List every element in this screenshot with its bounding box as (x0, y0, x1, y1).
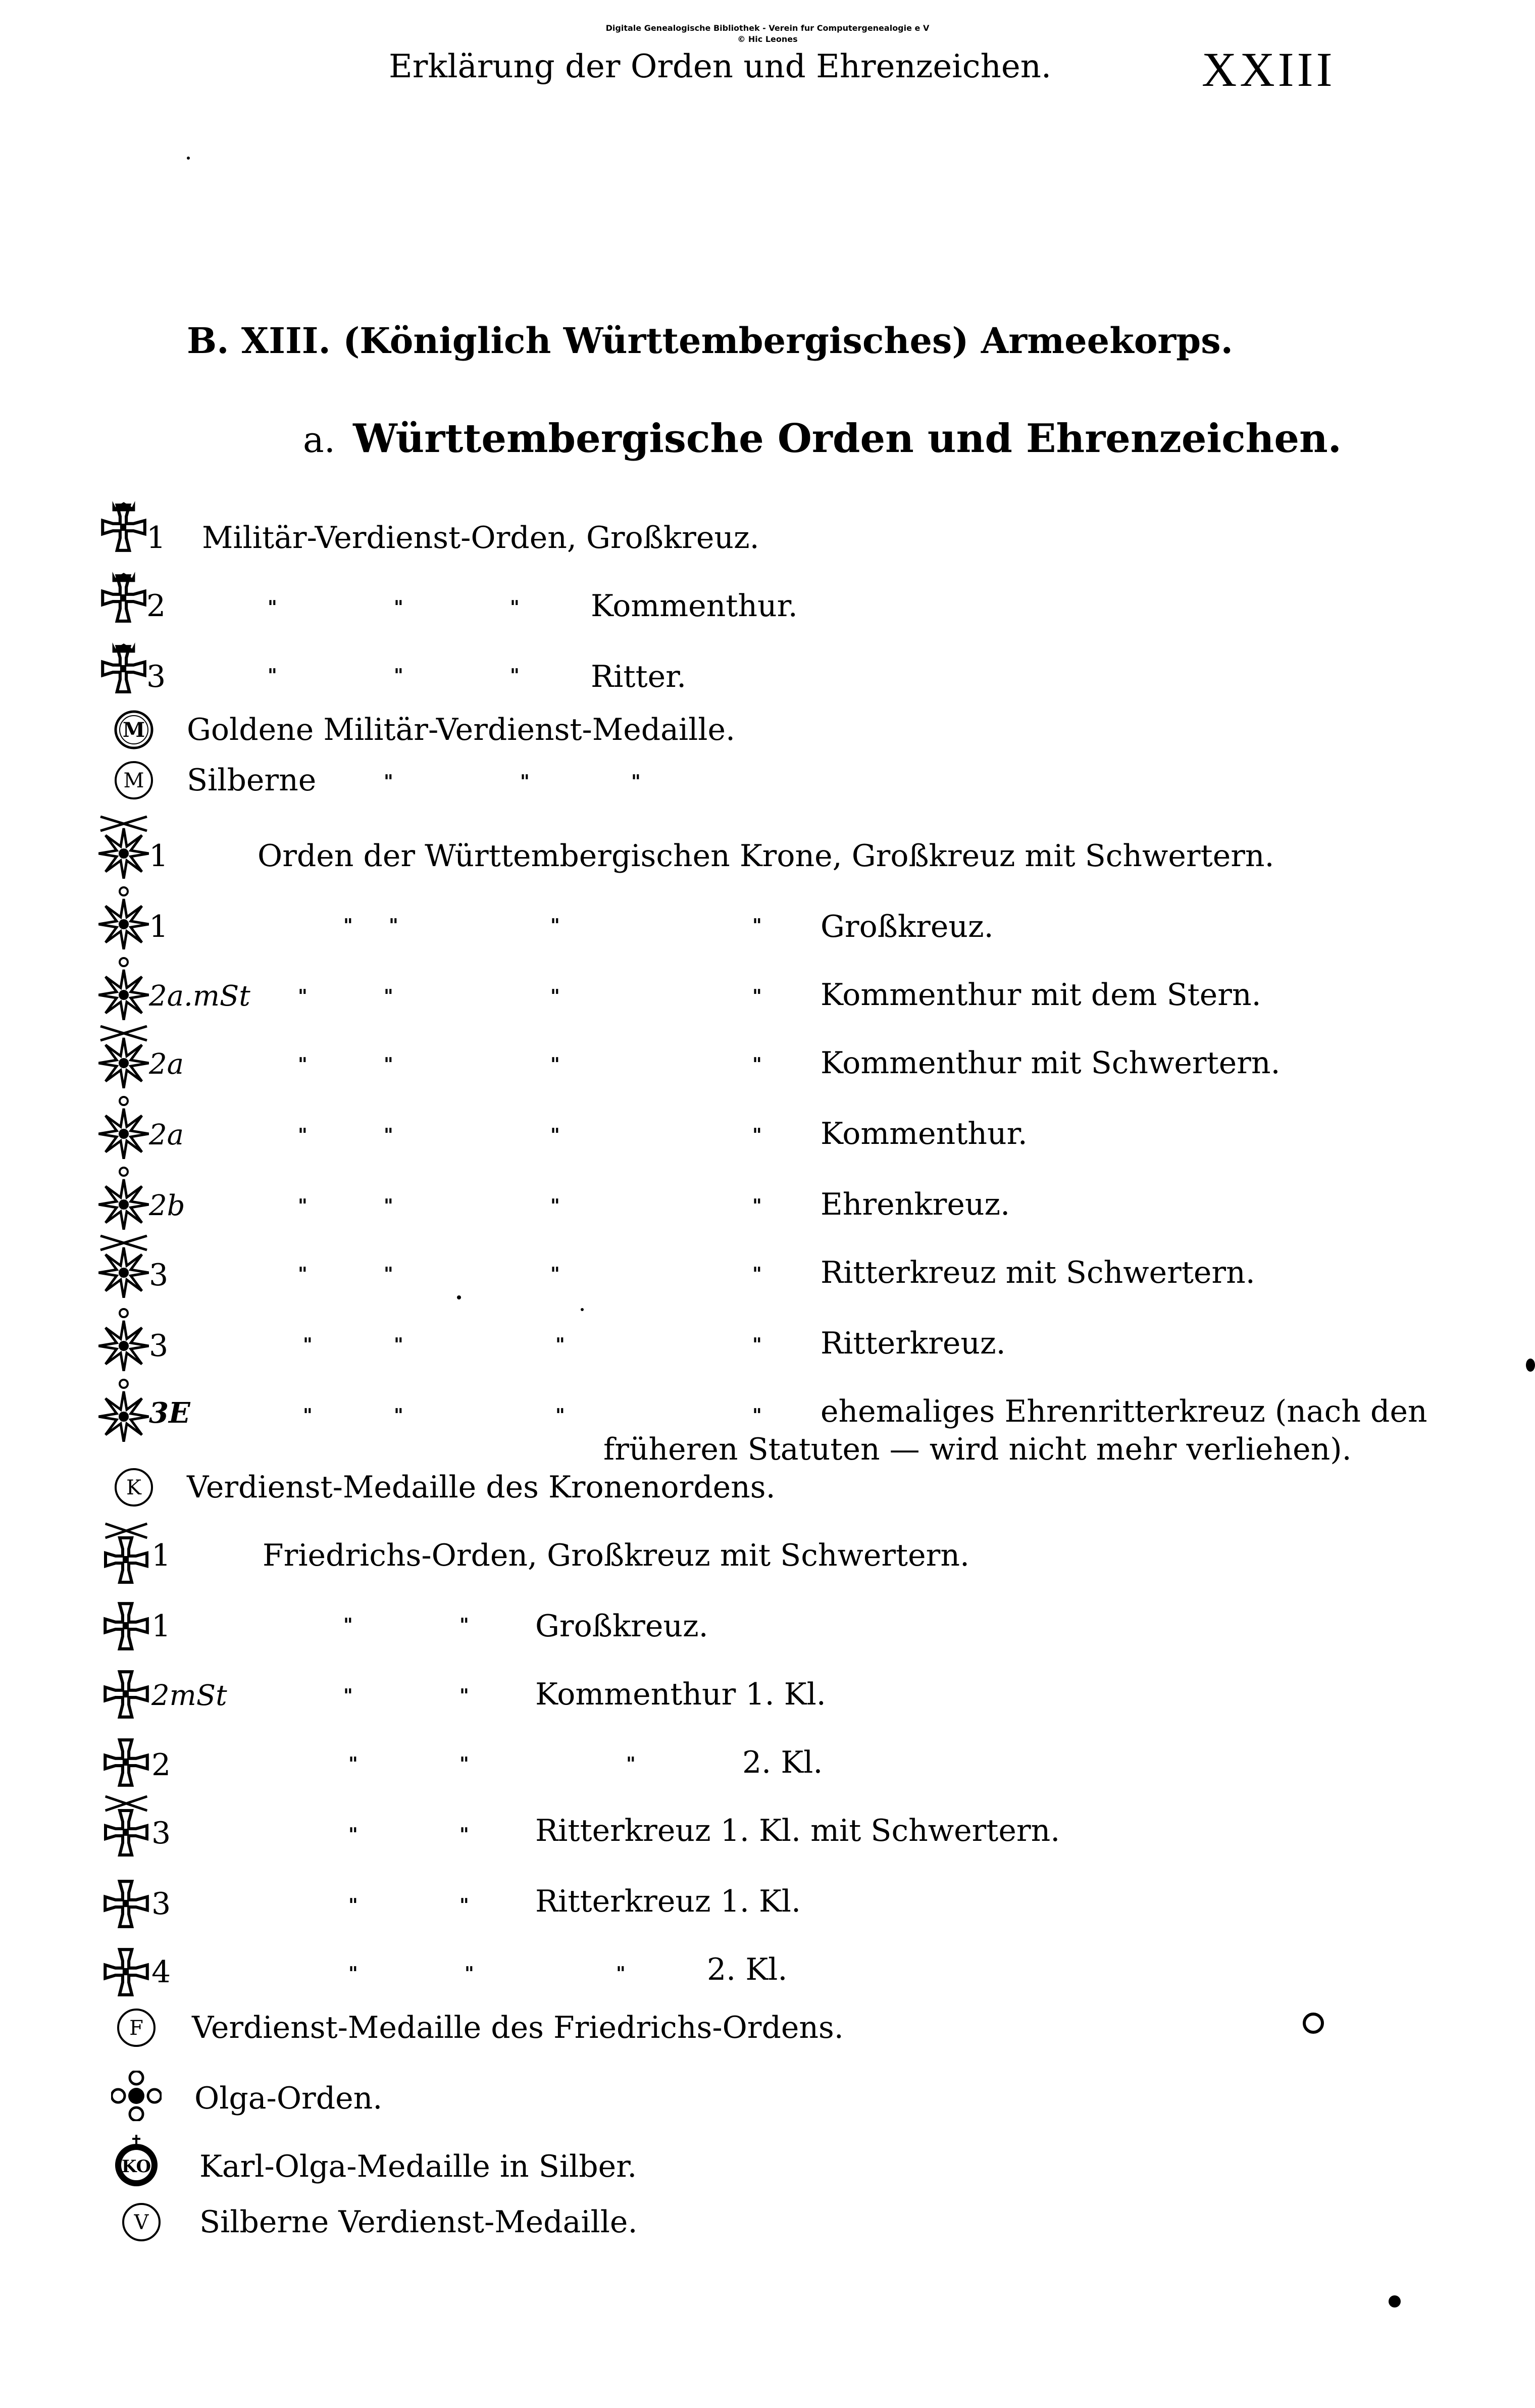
entry-text: 2. Kl. (707, 1952, 788, 1987)
entry-label: 4 (151, 1954, 171, 1990)
entry-text: ehemaliges Ehrenritterkreuz (nach den (821, 1394, 1427, 1429)
cross-icon (104, 1735, 149, 1790)
watermark-line-2: © Hic Leones (737, 34, 798, 44)
entry-label: 1 (149, 909, 169, 944)
medal-m-icon (114, 710, 154, 750)
crown-star-swords-icon (98, 816, 149, 879)
ditto-mark: " (510, 665, 520, 686)
entry-label: 2mSt (151, 1679, 227, 1712)
ditto-mark: " (550, 1054, 560, 1075)
entry-text: Karl-Olga-Medaille in Silber. (199, 2149, 637, 2184)
ditto-mark: " (343, 1615, 353, 1636)
ditto-mark: " (298, 1054, 308, 1075)
entry-label: 3 (149, 1258, 169, 1293)
ditto-mark: " (631, 771, 641, 792)
entry-label: 2b (149, 1189, 185, 1222)
cross-icon (104, 1598, 149, 1654)
entry-label: 2a (149, 1048, 184, 1081)
entry-text: Kommenthur 1. Kl. (535, 1677, 826, 1712)
ditto-mark: " (298, 1195, 308, 1217)
entry-label: 2 (146, 588, 166, 624)
entry-text: Kommenthur. (591, 588, 798, 624)
crown-cross-icon (101, 500, 146, 556)
ditto-mark: " (343, 1685, 353, 1707)
entry-text-continued: früheren Statuten — wird nicht mehr verliehen). (603, 1432, 1352, 1467)
scan-speck (581, 1308, 584, 1311)
subsection-marker: a. (303, 419, 335, 461)
crown-star-swords-icon (98, 1025, 149, 1088)
crown-star-icon (98, 1167, 149, 1230)
entry-label: 2a.mSt (149, 980, 250, 1013)
entry-text: Kommenthur. (821, 1116, 1028, 1151)
crown-star-icon (98, 1308, 149, 1371)
medal-f-icon (116, 2008, 157, 2048)
cross-swords-icon (104, 1795, 149, 1859)
scan-speck (1389, 2295, 1401, 2307)
ditto-mark: " (459, 1895, 469, 1916)
cross-icon (104, 1876, 149, 1932)
medal-letter: K (126, 1476, 141, 1499)
ditto-mark: " (384, 1054, 393, 1075)
entry-text: Ritterkreuz 1. Kl. mit Schwertern. (535, 1813, 1060, 1848)
ditto-mark: " (550, 1195, 560, 1217)
entry-text: Kommenthur mit Schwertern. (821, 1045, 1281, 1081)
ditto-mark: " (343, 915, 353, 936)
ditto-mark: " (752, 1264, 762, 1285)
crown-star-icon (98, 1096, 149, 1159)
ditto-mark: " (268, 665, 277, 686)
ditto-mark: " (752, 1054, 762, 1075)
entry-label: 3 (146, 659, 166, 694)
entry-label: 3 (149, 1328, 169, 1364)
entry-text: Verdienst-Medaille des Kronenordens. (187, 1470, 776, 1505)
cross-icon (104, 1667, 149, 1722)
entry-text: Militär-Verdienst-Orden, Großkreuz. (202, 520, 759, 556)
medal-letter: M (122, 718, 145, 742)
scan-speck (187, 157, 190, 160)
entry-text: Orden der Württembergischen Krone, Großkreuz mit Schwertern. (258, 838, 1274, 874)
ditto-mark: " (459, 1615, 469, 1636)
entry-text: Silberne (187, 763, 317, 798)
ditto-mark: " (384, 1264, 393, 1285)
entry-text: Ritterkreuz. (821, 1326, 1006, 1361)
entry-text: Kommenthur mit dem Stern. (821, 977, 1261, 1013)
ditto-mark: " (465, 1963, 474, 1984)
crown-cross-icon (101, 571, 146, 626)
entry-label: 3 (151, 1816, 171, 1851)
ditto-mark: " (384, 1125, 393, 1146)
scan-speck (1526, 1359, 1535, 1372)
entry-label: 2 (151, 1747, 171, 1783)
medal-letter: KO (121, 2156, 151, 2177)
ditto-mark: " (752, 1195, 762, 1217)
ditto-mark: " (752, 915, 762, 936)
medal-letter: V (134, 2211, 149, 2234)
ditto-mark: " (298, 986, 308, 1007)
ditto-mark: " (384, 986, 393, 1007)
entry-text: Friedrichs-Orden, Großkreuz mit Schwertern. (263, 1538, 970, 1573)
entry-text: Silberne Verdienst-Medaille. (199, 2204, 638, 2240)
ditto-mark: " (555, 1405, 565, 1426)
ditto-mark: " (389, 915, 398, 936)
ditto-mark: " (550, 1125, 560, 1146)
ditto-mark: " (550, 1264, 560, 1285)
ditto-mark: " (348, 1824, 358, 1845)
entry-label: 1 (151, 1609, 171, 1644)
medal-k-icon (114, 1467, 154, 1508)
ditto-mark: " (394, 1405, 403, 1426)
ditto-mark: " (384, 1195, 393, 1217)
entry-text: Großkreuz. (821, 909, 994, 944)
entry-text: Ritterkreuz mit Schwertern. (821, 1255, 1255, 1290)
ditto-mark: " (752, 1405, 762, 1426)
entry-label: 1 (151, 1538, 171, 1573)
page-number: XXIII (1202, 42, 1336, 96)
crown-star-icon (98, 886, 149, 949)
medal-ko-icon (114, 2134, 159, 2189)
entry-text: Großkreuz. (535, 1609, 708, 1644)
ditto-mark: " (459, 1685, 469, 1707)
ditto-mark: " (268, 597, 277, 618)
entry-text: 2. Kl. (742, 1745, 823, 1780)
ditto-mark: " (394, 597, 403, 618)
crown-star-icon (98, 1379, 149, 1442)
entry-text: Ehrenkreuz. (821, 1187, 1010, 1222)
ditto-mark: " (459, 1753, 469, 1775)
ditto-mark: " (459, 1824, 469, 1845)
entry-text: Verdienst-Medaille des Friedrichs-Ordens. (192, 2010, 844, 2045)
ditto-mark: " (555, 1334, 565, 1356)
medal-letter: M (123, 769, 144, 792)
ditto-mark: " (520, 771, 530, 792)
medal-m-outline-icon (114, 760, 154, 800)
entry-label: 3 (151, 1886, 171, 1922)
watermark-line-1: Digitale Genealogische Bibliothek - Verein fur Computergenealogie e V (605, 23, 930, 33)
ditto-mark: " (550, 986, 560, 1007)
entry-text: Olga-Orden. (194, 2081, 383, 2116)
ditto-mark: " (550, 915, 560, 936)
crown-star-icon (98, 957, 149, 1020)
entry-label: 2a (149, 1119, 184, 1151)
ditto-mark: " (303, 1334, 313, 1356)
section-title: B. XIII. (Königlich Württembergisches) Armeekorps. (187, 320, 1234, 362)
entry-text: Goldene Militär-Verdienst-Medaille. (187, 712, 736, 747)
scan-speck (1303, 2013, 1324, 2034)
entry-text: Ritterkreuz 1. Kl. (535, 1884, 801, 1919)
ditto-mark: " (616, 1963, 626, 1984)
entry-label: 1 (146, 520, 166, 556)
ditto-mark: " (298, 1264, 308, 1285)
subsection-heading (303, 416, 1342, 462)
entry-label: 3E (149, 1396, 190, 1430)
ditto-mark: " (394, 665, 403, 686)
crown-star-swords-icon (98, 1235, 149, 1298)
ditto-mark: " (752, 986, 762, 1007)
scan-speck (457, 1295, 461, 1299)
ditto-mark: " (384, 771, 393, 792)
medal-v-icon (121, 2202, 162, 2242)
ditto-mark: " (348, 1963, 358, 1984)
ditto-mark: " (303, 1405, 313, 1426)
ditto-mark: " (348, 1895, 358, 1916)
ditto-mark: " (510, 597, 520, 618)
medal-letter: F (129, 2017, 143, 2040)
entry-label: 1 (149, 838, 169, 874)
ditto-mark: " (348, 1753, 358, 1775)
ditto-mark: " (626, 1753, 636, 1775)
cross-icon (104, 1944, 149, 2000)
ditto-mark: " (752, 1334, 762, 1356)
olga-cross-icon (111, 2071, 162, 2121)
subsection-title: Württembergische Orden und Ehrenzeichen. (353, 416, 1342, 462)
running-head: Erklärung der Orden und Ehrenzeichen. (389, 48, 1052, 85)
cross-swords-icon (104, 1523, 149, 1586)
entry-text: Ritter. (591, 659, 687, 694)
ditto-mark: " (298, 1125, 308, 1146)
crown-cross-icon (101, 641, 146, 697)
ditto-mark: " (394, 1334, 403, 1356)
ditto-mark: " (752, 1125, 762, 1146)
